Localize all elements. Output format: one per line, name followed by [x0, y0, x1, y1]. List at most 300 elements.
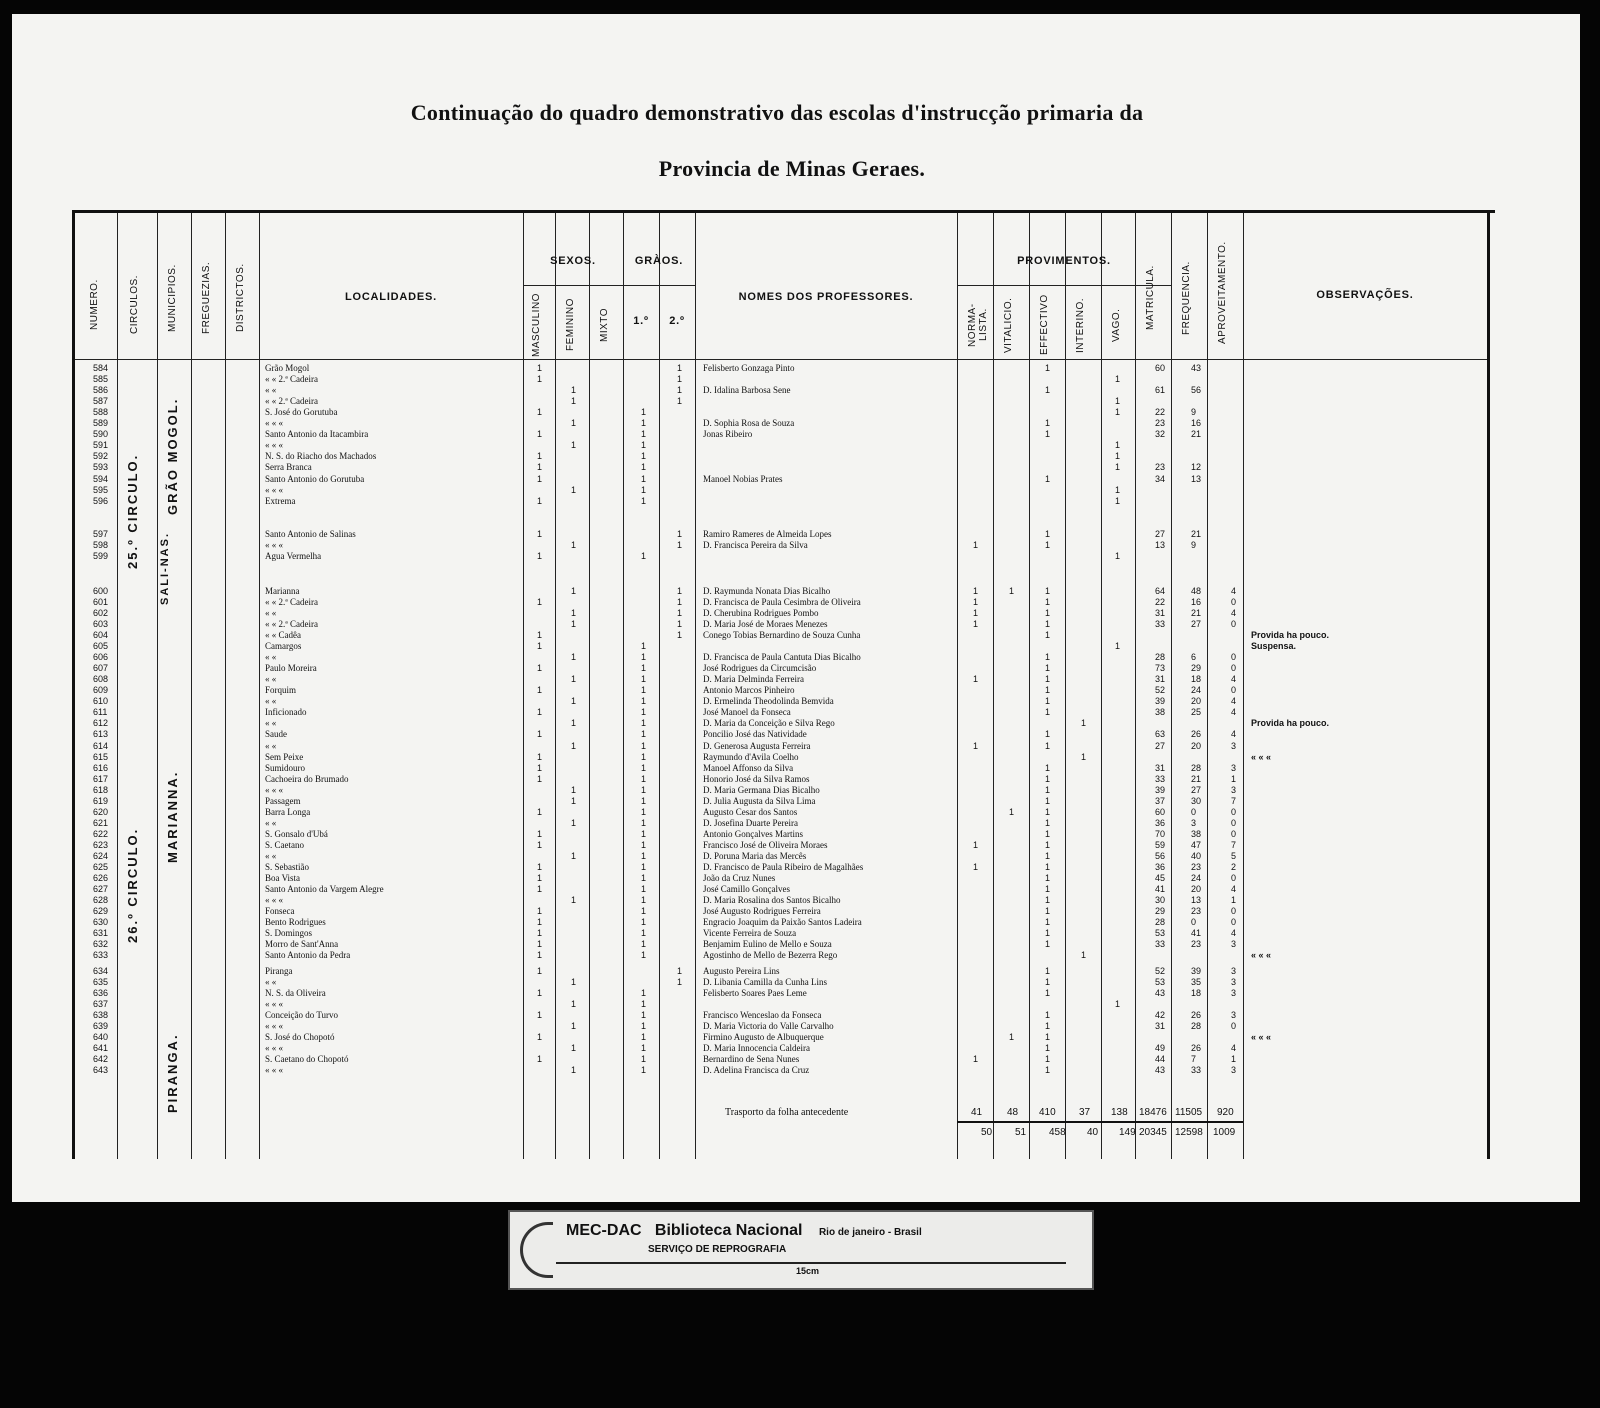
row-professor: Jonas Ribeiro — [703, 429, 753, 440]
header-vago: VAGO. — [1111, 308, 1122, 342]
row-normalista: 1 — [973, 839, 979, 850]
row-matricula: 27 — [1155, 528, 1166, 539]
row-localidade: Sem Peixe — [265, 751, 304, 762]
row-localidade: Santo Antonio da Vargem Alegre — [265, 884, 384, 895]
row-frequencia: 23 — [1191, 906, 1202, 917]
row-matricula: 52 — [1155, 685, 1166, 696]
group-marianna: MARIANNA. — [165, 770, 180, 863]
row-numero: 626 — [93, 873, 109, 884]
row-effectivo: 1 — [1045, 851, 1051, 861]
row-effectivo: 1 — [1045, 806, 1051, 817]
total-interino: 40 — [1087, 1127, 1099, 1138]
row-effectivo: 1 — [1045, 987, 1051, 998]
row-numero: 643 — [93, 1064, 109, 1075]
col-rule — [259, 213, 260, 1159]
row-aproveitamento: 0 — [1231, 828, 1237, 839]
row-observacao: « « « — [1251, 950, 1272, 961]
row-numero: 634 — [93, 965, 109, 976]
row-frequencia: 13 — [1191, 895, 1202, 906]
row-matricula: 36 — [1155, 862, 1166, 873]
row-aproveitamento: 0 — [1231, 917, 1237, 928]
row-vago: 1 — [1115, 396, 1121, 407]
row-masculino: 1 — [537, 965, 543, 976]
row-matricula: 61 — [1155, 385, 1166, 396]
total-vago: 149 — [1119, 1127, 1136, 1138]
row-grau-1: 1 — [641, 1064, 647, 1075]
row-localidade: « « « — [265, 539, 283, 550]
row-feminino: 1 — [571, 1042, 577, 1053]
subheader-rule — [523, 285, 695, 286]
row-frequencia: 48 — [1191, 585, 1202, 596]
row-professor: Vicente Ferreira de Souza — [703, 928, 797, 939]
row-frequencia: 41 — [1191, 928, 1202, 939]
row-localidade: Santo Antonio de Salinas — [265, 528, 356, 539]
row-matricula: 39 — [1155, 784, 1166, 795]
row-grau-1: 1 — [641, 851, 647, 861]
row-localidade: S. José do Chopotó — [265, 1031, 335, 1042]
row-numero: 594 — [93, 473, 109, 484]
row-normalista: 1 — [973, 862, 979, 873]
row-grau-2: 1 — [677, 976, 683, 987]
document-page — [12, 14, 1580, 1202]
row-aproveitamento: 1 — [1231, 1053, 1237, 1064]
row-normalista: 1 — [973, 607, 979, 618]
row-normalista: 1 — [973, 740, 979, 751]
total-aproveitamento: 1009 — [1213, 1127, 1236, 1138]
row-frequencia: 6 — [1191, 652, 1197, 663]
col-rule — [1171, 213, 1172, 1159]
row-normalista: 1 — [973, 539, 979, 550]
row-aproveitamento: 0 — [1231, 685, 1237, 696]
row-localidade: « « — [265, 976, 277, 987]
row-aproveitamento: 0 — [1231, 596, 1237, 607]
row-masculino: 1 — [537, 806, 543, 817]
row-feminino: 1 — [571, 618, 577, 629]
row-matricula: 60 — [1155, 363, 1166, 373]
row-masculino: 1 — [537, 363, 543, 373]
row-matricula: 41 — [1155, 884, 1166, 895]
row-localidade: Cachoeira do Brumado — [265, 773, 349, 784]
row-grau-1: 1 — [641, 1053, 647, 1064]
row-aproveitamento: 4 — [1231, 1042, 1237, 1053]
row-localidade: Saude — [265, 729, 287, 740]
row-feminino: 1 — [571, 1020, 577, 1031]
row-matricula: 73 — [1155, 663, 1166, 674]
row-frequencia: 26 — [1191, 729, 1202, 740]
row-professor: D. Julia Augusta da Silva Lima — [703, 795, 816, 806]
row-matricula: 31 — [1155, 762, 1166, 773]
row-frequencia: 7 — [1191, 1053, 1197, 1064]
row-aproveitamento: 3 — [1231, 1064, 1237, 1075]
row-frequencia: 38 — [1191, 828, 1202, 839]
row-aproveitamento: 3 — [1231, 740, 1237, 751]
row-masculino: 1 — [537, 528, 543, 539]
row-grau-2: 1 — [677, 385, 683, 396]
header-observacoes: OBSERVAÇÕES. — [1316, 289, 1414, 301]
row-localidade: Santo Antonio da Itacambira — [265, 429, 369, 440]
row-localidade: « « « — [265, 1042, 283, 1053]
row-localidade: « « — [265, 851, 277, 861]
row-grau-1: 1 — [641, 884, 647, 895]
row-numero: 623 — [93, 839, 109, 850]
row-observacao: « « « — [1251, 1031, 1272, 1042]
row-localidade: « « 2.ª Cadeira — [265, 396, 318, 407]
row-masculino: 1 — [537, 884, 543, 895]
row-grau-1: 1 — [641, 784, 647, 795]
row-effectivo: 1 — [1045, 539, 1051, 550]
row-aproveitamento: 4 — [1231, 884, 1237, 895]
row-professor: Antonio Gonçalves Martins — [703, 828, 803, 839]
transporte-vago: 138 — [1111, 1107, 1128, 1118]
row-numero: 620 — [93, 806, 109, 817]
row-grau-1: 1 — [641, 762, 647, 773]
header-interino: INTERINO. — [1075, 297, 1086, 353]
row-professor: D. Maria Innocencia Caldeira — [703, 1042, 810, 1053]
row-localidade: Santo Antonio do Gorutuba — [265, 473, 365, 484]
row-matricula: 31 — [1155, 607, 1166, 618]
row-masculino: 1 — [537, 685, 543, 696]
row-numero: 601 — [93, 596, 109, 607]
row-frequencia: 23 — [1191, 939, 1202, 950]
row-numero: 616 — [93, 762, 109, 773]
row-professor: D. Maria Victoria do Valle Carvalho — [703, 1020, 834, 1031]
row-frequencia: 9 — [1191, 407, 1197, 418]
row-matricula: 44 — [1155, 1053, 1166, 1064]
row-masculino: 1 — [537, 451, 543, 462]
total-effectivo: 458 — [1049, 1127, 1066, 1138]
row-localidade: « « 2.ª Cadeira — [265, 618, 318, 629]
row-frequencia: 12 — [1191, 462, 1202, 473]
row-feminino: 1 — [571, 998, 577, 1009]
row-localidade: Morro de Sant'Anna — [265, 939, 339, 950]
row-grau-1: 1 — [641, 451, 647, 462]
col-rule — [695, 213, 696, 1159]
row-grau-1: 1 — [641, 729, 647, 740]
row-masculino: 1 — [537, 939, 543, 950]
row-aproveitamento: 4 — [1231, 707, 1237, 718]
col-rule — [191, 213, 192, 1159]
row-matricula: 29 — [1155, 906, 1166, 917]
row-numero: 605 — [93, 641, 109, 652]
row-grau-1: 1 — [641, 1020, 647, 1031]
row-localidade: « « — [265, 652, 277, 663]
col-rule — [1207, 213, 1208, 1159]
row-masculino: 1 — [537, 828, 543, 839]
row-vitalicio: 1 — [1009, 585, 1015, 596]
row-professor: D. Francisca de Paula Cantuta Dias Bicalho — [703, 652, 861, 663]
row-masculino: 1 — [537, 1031, 543, 1042]
row-effectivo: 1 — [1045, 965, 1051, 976]
row-numero: 598 — [93, 539, 109, 550]
row-professor: José Manoel da Fonseca — [703, 707, 791, 718]
row-masculino: 1 — [537, 928, 543, 939]
row-grau-2: 1 — [677, 539, 683, 550]
row-aproveitamento: 4 — [1231, 696, 1237, 707]
row-numero: 635 — [93, 976, 109, 987]
row-localidade: S. José do Gorutuba — [265, 407, 338, 418]
row-localidade: Passagem — [265, 795, 301, 806]
row-effectivo: 1 — [1045, 906, 1051, 917]
row-effectivo: 1 — [1045, 839, 1051, 850]
transporte-normalista: 41 — [971, 1107, 983, 1118]
row-grau-1: 1 — [641, 407, 647, 418]
row-professor: D. Ermelinda Theodolinda Bemvida — [703, 696, 834, 707]
header-aproveitamento: APROVEITAMENTO. — [1217, 241, 1228, 345]
row-frequencia: 9 — [1191, 539, 1197, 550]
row-observacao: Suspensa. — [1251, 641, 1297, 652]
col-rule — [157, 213, 158, 1159]
row-aproveitamento: 7 — [1231, 795, 1237, 806]
row-masculino: 1 — [537, 462, 543, 473]
col-rule — [1029, 213, 1030, 1159]
row-frequencia: 21 — [1191, 528, 1202, 539]
row-aproveitamento: 0 — [1231, 817, 1237, 828]
row-effectivo: 1 — [1045, 385, 1051, 396]
row-grau-1: 1 — [641, 751, 647, 762]
total-frequencia: 12598 — [1175, 1127, 1203, 1138]
row-effectivo: 1 — [1045, 418, 1051, 429]
row-effectivo: 1 — [1045, 1009, 1051, 1020]
header-provimentos: PROVIMENTOS. — [1017, 255, 1111, 267]
row-matricula: 56 — [1155, 851, 1166, 861]
row-professor: Bernardino de Sena Nunes — [703, 1053, 800, 1064]
page-title: Continuação do quadro demonstrativo das escolas d'instrucção primaria da — [410, 100, 1144, 125]
row-grau-1: 1 — [641, 495, 647, 506]
row-vago: 1 — [1115, 407, 1121, 418]
row-localidade: Boa Vista — [265, 873, 301, 884]
row-effectivo: 1 — [1045, 663, 1051, 674]
row-matricula: 28 — [1155, 652, 1166, 663]
row-professor: D. Francisca Pereira da Silva — [703, 539, 808, 550]
transporte-effectivo: 410 — [1039, 1107, 1056, 1118]
row-effectivo: 1 — [1045, 585, 1051, 596]
row-effectivo: 1 — [1045, 1053, 1051, 1064]
row-masculino: 1 — [537, 407, 543, 418]
row-numero: 619 — [93, 795, 109, 806]
header-normalista: NORMA-LISTA. — [967, 303, 989, 347]
row-frequencia: 18 — [1191, 674, 1202, 685]
row-aproveitamento: 3 — [1231, 762, 1237, 773]
row-effectivo: 1 — [1045, 862, 1051, 873]
header-frequencia: FREQUENCIA. — [1181, 261, 1192, 335]
total-matricula: 20345 — [1139, 1127, 1167, 1138]
row-effectivo: 1 — [1045, 696, 1051, 707]
row-localidade: N. S. do Riacho dos Machados — [265, 451, 377, 462]
header-freguezias: FREGUEZIAS. — [201, 261, 212, 335]
row-localidade: « « — [265, 607, 277, 618]
row-numero: 638 — [93, 1009, 109, 1020]
header-sexos: SEXOS. — [550, 255, 596, 267]
row-professor: José Camillo Gonçalves — [703, 884, 790, 895]
row-grau-1: 1 — [641, 740, 647, 751]
row-professor: D. Adelina Francisca da Cruz — [703, 1064, 810, 1075]
row-localidade: Paulo Moreira — [265, 663, 317, 674]
row-numero: 610 — [93, 696, 109, 707]
row-localidade: « « — [265, 817, 277, 828]
header-matricula: MATRICULA. — [1145, 265, 1156, 331]
row-professor: José Augusto Rodrigues Ferreira — [703, 906, 821, 917]
row-grau-2: 1 — [677, 607, 683, 618]
row-numero: 599 — [93, 550, 109, 561]
row-effectivo: 1 — [1045, 618, 1051, 629]
row-localidade: « « 2.ª Cadeira — [265, 596, 318, 607]
row-matricula: 33 — [1155, 773, 1166, 784]
row-numero: 641 — [93, 1042, 109, 1053]
row-matricula: 34 — [1155, 473, 1166, 484]
row-masculino: 1 — [537, 862, 543, 873]
row-frequencia: 0 — [1191, 806, 1197, 817]
row-frequencia: 39 — [1191, 965, 1202, 976]
row-localidade: « « Cadêa — [265, 630, 301, 640]
row-professor: D. Maria José de Moraes Menezes — [703, 618, 828, 629]
row-numero: 597 — [93, 528, 109, 539]
row-grau-1: 1 — [641, 950, 647, 961]
row-matricula: 13 — [1155, 539, 1166, 550]
row-professor: Felisberto Soares Paes Leme — [703, 987, 807, 998]
row-feminino: 1 — [571, 607, 577, 618]
row-grau-1: 1 — [641, 674, 647, 685]
row-interino: 1 — [1081, 950, 1087, 961]
row-numero: 617 — [93, 773, 109, 784]
row-numero: 627 — [93, 884, 109, 895]
row-grau-1: 1 — [641, 473, 647, 484]
row-numero: 613 — [93, 729, 109, 740]
row-numero: 632 — [93, 939, 109, 950]
row-localidade: « « « — [265, 440, 283, 451]
row-effectivo: 1 — [1045, 1020, 1051, 1031]
row-matricula: 59 — [1155, 839, 1166, 850]
row-frequencia: 23 — [1191, 862, 1202, 873]
row-professor: D. Generosa Augusta Ferreira — [703, 740, 811, 751]
stamp-service: SERVIÇO DE REPROGRAFIA — [648, 1244, 787, 1255]
header-mixto: MIXTO — [599, 308, 610, 342]
row-numero: 588 — [93, 407, 109, 418]
row-grau-2: 1 — [677, 618, 683, 629]
row-frequencia: 40 — [1191, 851, 1202, 861]
row-frequencia: 3 — [1191, 817, 1197, 828]
row-localidade: « « « — [265, 418, 283, 429]
row-grau-1: 1 — [641, 795, 647, 806]
header-rule — [75, 359, 1487, 360]
row-professor: Francisco José de Oliveira Moraes — [703, 839, 828, 850]
row-feminino: 1 — [571, 418, 577, 429]
row-observacao: « « « — [1251, 751, 1272, 762]
row-frequencia: 0 — [1191, 917, 1197, 928]
row-feminino: 1 — [571, 484, 577, 495]
row-numero: 636 — [93, 987, 109, 998]
row-effectivo: 1 — [1045, 884, 1051, 895]
row-grau-1: 1 — [641, 440, 647, 451]
row-grau-1: 1 — [641, 652, 647, 663]
row-professor: D. Cherubina Rodrigues Pombo — [703, 607, 819, 618]
col-rule — [659, 213, 660, 1159]
group-salinas: SALI-NAS. — [159, 532, 171, 605]
row-feminino: 1 — [571, 1064, 577, 1075]
row-grau-1: 1 — [641, 939, 647, 950]
row-localidade: « « — [265, 674, 277, 685]
row-matricula: 28 — [1155, 917, 1166, 928]
row-professor: D. Libania Camilla da Cunha Lins — [703, 976, 827, 987]
row-aproveitamento: 3 — [1231, 939, 1237, 950]
row-masculino: 1 — [537, 473, 543, 484]
transporte-interino: 37 — [1079, 1107, 1091, 1118]
row-numero: 611 — [93, 707, 108, 718]
row-matricula: 38 — [1155, 707, 1166, 718]
row-effectivo: 1 — [1045, 762, 1051, 773]
row-vitalicio: 1 — [1009, 1031, 1015, 1042]
row-grau-1: 1 — [641, 429, 647, 440]
row-professor: D. Raymunda Nonata Dias Bicalho — [703, 585, 831, 596]
row-matricula: 64 — [1155, 585, 1166, 596]
row-numero: 607 — [93, 663, 109, 674]
row-aproveitamento: 0 — [1231, 873, 1237, 884]
row-effectivo: 1 — [1045, 630, 1051, 640]
row-vago: 1 — [1115, 495, 1121, 506]
row-localidade: Camargos — [265, 641, 302, 652]
row-professor: Agostinho de Mello de Bezerra Rego — [703, 950, 838, 961]
row-frequencia: 24 — [1191, 873, 1202, 884]
row-effectivo: 1 — [1045, 707, 1051, 718]
row-localidade: « « 2.ª Cadeira — [265, 374, 318, 385]
row-effectivo: 1 — [1045, 817, 1051, 828]
row-grau-1: 1 — [641, 873, 647, 884]
row-frequencia: 21 — [1191, 429, 1202, 440]
row-localidade: « « « — [265, 784, 283, 795]
row-grau-1: 1 — [641, 773, 647, 784]
row-frequencia: 43 — [1191, 363, 1202, 373]
row-masculino: 1 — [537, 1053, 543, 1064]
row-professor: D. Poruna Maria das Mercês — [703, 851, 807, 861]
row-localidade: Forquim — [265, 685, 297, 696]
row-numero: 640 — [93, 1031, 109, 1042]
stamp-place: Rio de janeiro - Brasil — [818, 1227, 922, 1238]
row-matricula: 32 — [1155, 429, 1166, 440]
row-professor: Conego Tobias Bernardino de Souza Cunha — [703, 630, 861, 640]
row-frequencia: 26 — [1191, 1009, 1202, 1020]
row-professor: Benjamim Eulino de Mello e Souza — [703, 939, 832, 950]
row-masculino: 1 — [537, 596, 543, 607]
row-numero: 615 — [93, 751, 109, 762]
row-frequencia: 35 — [1191, 976, 1202, 987]
row-localidade: S. Gonsalo d'Ubá — [265, 828, 328, 839]
row-matricula: 52 — [1155, 965, 1166, 976]
group-grao-mogol: GRÃO MOGOL. — [165, 397, 180, 515]
row-professor: D. Idalina Barbosa Sene — [703, 385, 791, 396]
row-matricula: 33 — [1155, 939, 1166, 950]
page-subtitle: Provincia de Minas Geraes. — [658, 156, 926, 181]
row-feminino: 1 — [571, 440, 577, 451]
row-aproveitamento: 0 — [1231, 906, 1237, 917]
row-matricula: 45 — [1155, 873, 1166, 884]
row-vago: 1 — [1115, 550, 1121, 561]
row-numero: 609 — [93, 685, 109, 696]
header-graos: GRÀOS. — [634, 255, 684, 267]
row-grau-2: 1 — [677, 630, 683, 640]
row-frequencia: 47 — [1191, 839, 1202, 850]
row-masculino: 1 — [537, 906, 543, 917]
row-aproveitamento: 3 — [1231, 784, 1237, 795]
row-masculino: 1 — [537, 917, 543, 928]
row-effectivo: 1 — [1045, 363, 1051, 373]
row-frequencia: 27 — [1191, 784, 1202, 795]
row-localidade: « « « — [265, 1064, 283, 1075]
header-grau-1: 1.º — [633, 315, 649, 327]
row-localidade: « « « — [265, 1020, 283, 1031]
row-aproveitamento: 0 — [1231, 663, 1237, 674]
row-aproveitamento: 3 — [1231, 1009, 1237, 1020]
row-effectivo: 1 — [1045, 685, 1051, 696]
row-vago: 1 — [1115, 484, 1121, 495]
